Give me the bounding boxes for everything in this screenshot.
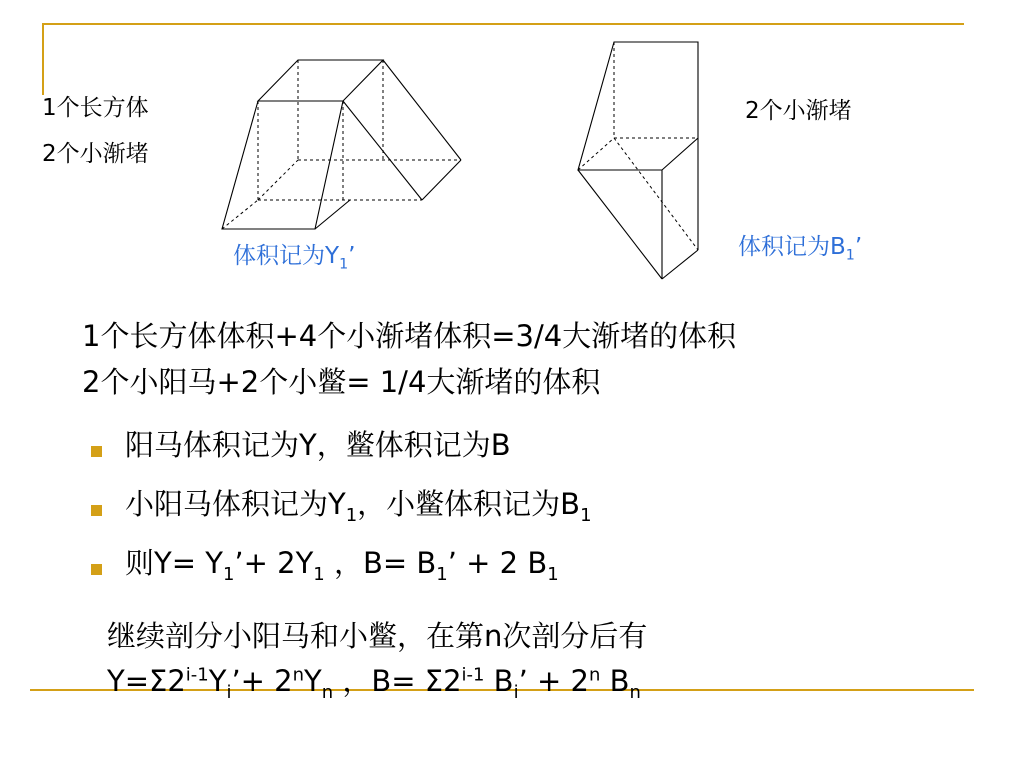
bullet-marker-2 xyxy=(91,505,102,516)
bullet-1: 阳马体积记为Y，鳖体积记为B xyxy=(125,428,511,462)
left-caption-line2: 2个小渐堵 xyxy=(42,141,149,167)
conclusion-formula: $Y=\Sigma 2^{i-1}Y_i’+ 2^nY_n$ ，$B= \Sigma 2^{i-1}$ $B_i$’ + $2^n$ $B_n$ xyxy=(107,664,641,703)
conclusion-line-1: 继续剖分小阳马和小鳖，在第n次剖分后有 xyxy=(107,619,648,653)
right-solid-diagram xyxy=(0,0,1024,320)
right-solid-hidden-edges xyxy=(578,42,698,250)
right-solid-visible-edges xyxy=(578,42,698,279)
statement-line-1: 1个长方体体积+4个小渐堵体积=3/4大渐堵的体积 xyxy=(82,319,737,353)
bullet-marker-3 xyxy=(91,564,102,575)
bullet-marker-1 xyxy=(91,446,102,457)
bullet-2: 小阳马体积记为$Y_1$，小鳖体积记为$B_1$ xyxy=(125,487,592,526)
bullet-3: 则$Y= Y_1’+ 2Y_1$ ，$B= B_1$’ + 2 $B_1$ xyxy=(125,546,559,585)
statement-line-2: 2个小阳马+2个小鳖= 1/4大渐堵的体积 xyxy=(82,365,601,399)
right-volume-label: 体积记为$B_1$’ xyxy=(738,234,863,264)
left-caption-line1: 1个长方体 xyxy=(42,95,149,121)
right-caption: 2个小渐堵 xyxy=(745,98,852,124)
left-volume-label: 体积记为$Y_1$’ xyxy=(233,243,356,273)
